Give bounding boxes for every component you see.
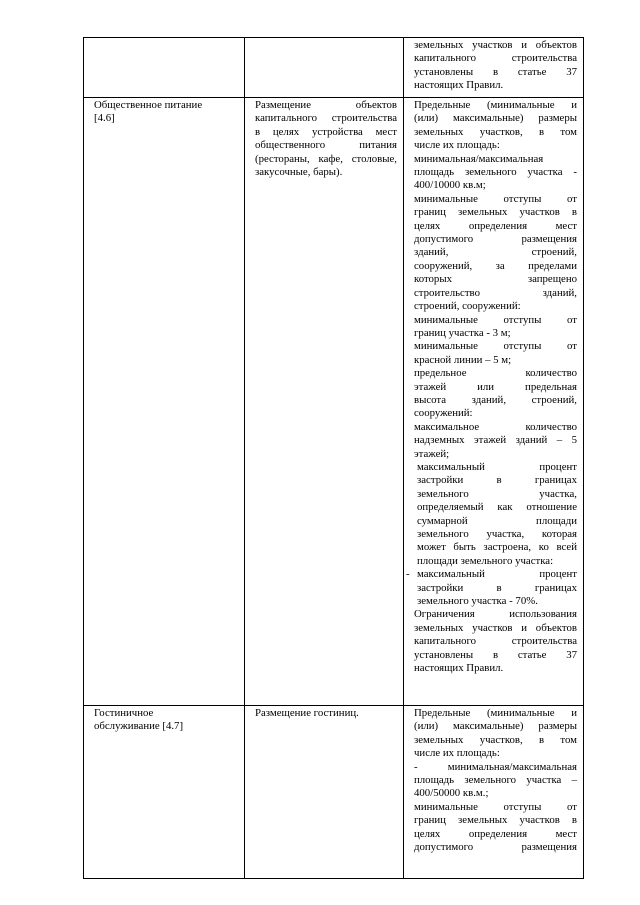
text-line: капитального строительства (414, 635, 577, 648)
text-line: допустимого размещения (414, 841, 577, 854)
use-name-cell (84, 38, 245, 98)
text-line: максимальный процент (417, 460, 577, 473)
text-line: земельного участка - 70%. (417, 595, 538, 608)
text-line: закусочные, бары). (255, 166, 343, 179)
text-line: установлены в статье 37 (414, 648, 577, 661)
text-line: предельное количество (414, 367, 577, 380)
table-row (84, 706, 584, 879)
use-description-cell (245, 38, 404, 98)
parameters-cell (404, 98, 584, 706)
text-line: площадь земельного участка – (414, 774, 577, 787)
text-line: минимальные отступы от (414, 313, 577, 326)
use-code: обслуживание [4.7] (94, 720, 184, 733)
text-line: минимальная/максимальная (414, 152, 544, 165)
text-line: (или) максимальные) размеры (414, 720, 577, 733)
zoning-table (83, 37, 584, 879)
text-line: капитального строительства (414, 52, 577, 65)
text-line: Ограничения использования (414, 608, 577, 621)
text-line: которых запрещено (414, 273, 577, 286)
text-line: минимальные отступы от (414, 192, 577, 205)
text-line: Размещение гостиниц. (255, 707, 359, 719)
text-line: земельных участков, в том (414, 125, 577, 138)
text-line: общественного питания (255, 139, 397, 152)
text-line: земельного участка, которая (417, 528, 577, 540)
text-line: установлены в статье 37 (414, 65, 577, 78)
text-line: максимальное количество (414, 420, 577, 433)
text-line: строительство зданий, (414, 286, 577, 299)
text-line: надземных этажей зданий – 5 (414, 434, 577, 447)
use-code: [4.6] (94, 112, 115, 125)
text-line: земельного участка, (417, 487, 577, 500)
table-row (84, 98, 584, 706)
text-line: минимальные отступы от (414, 340, 577, 353)
text-line: границ участка - 3 м; (414, 326, 511, 339)
text-line: 400/50000 кв.м.; (414, 787, 489, 800)
use-name-cell (84, 706, 245, 879)
text-line: этажей; (414, 447, 450, 460)
text-line: числе их площадь: (414, 139, 500, 152)
text-line: минимальные отступы от (414, 800, 577, 813)
text-line: красной линии – 5 м; (414, 353, 512, 366)
text-line: зданий, строений, (414, 246, 577, 259)
text-line: капитального строительства (255, 112, 397, 125)
text-line: земельных участков и объектов (414, 39, 577, 51)
text-line: в целях устройства мест (255, 125, 397, 138)
text-line: площади земельного участка: (417, 554, 554, 567)
text-line: - максимальный процент (414, 568, 577, 581)
text-line: сооружений, за пределами (414, 259, 577, 272)
text-line: границ земельных участков в (414, 206, 577, 219)
text-line: целях определения мест (414, 219, 577, 232)
text-line: Предельные (минимальные и (414, 707, 577, 719)
text-line: сооружений: (414, 407, 473, 420)
text-line: этажей или предельная (414, 380, 577, 393)
text-line: 400/10000 кв.м; (414, 179, 486, 192)
text-line: числе их площадь: (414, 747, 500, 760)
text-line: Размещение объектов (255, 99, 397, 111)
text-line: Предельные (минимальные и (414, 99, 577, 111)
text-line: строений, сооружений: (414, 300, 521, 313)
text-line: площадь земельного участка - (414, 166, 577, 179)
parameters-cell (404, 706, 584, 879)
text-line: границ земельных участков в (414, 814, 577, 827)
text-line: может быть застроена, ко всей (417, 541, 577, 554)
text-line: целях определения мест (414, 827, 577, 840)
text-line: земельных участков и объектов (414, 621, 577, 634)
use-description-cell (245, 706, 404, 879)
text-line: (или) максимальные) размеры (414, 112, 577, 125)
use-name: Общественное питание (94, 99, 203, 111)
use-name: Гостиничное (94, 707, 154, 719)
text-line: застройки в границах (417, 474, 577, 487)
text-line: (рестораны, кафе, столовые, (255, 152, 397, 165)
text-line: настоящих Правил. (414, 662, 504, 675)
table-row (84, 38, 584, 98)
text-line: застройки в границах (417, 581, 577, 594)
use-name-cell (84, 98, 245, 706)
text-line: - минимальная/максимальная (414, 760, 577, 773)
text-line: земельных участков, в том (414, 733, 577, 746)
text-line: допустимого размещения (414, 233, 577, 246)
use-description-cell (245, 98, 404, 706)
text-line: суммарной площади (417, 514, 577, 527)
text-line: высота зданий, строений, (414, 393, 577, 406)
text-line: настоящих Правил. (414, 79, 504, 92)
parameters-cell (404, 38, 584, 98)
text-line: определяемый как отношение (417, 501, 577, 514)
